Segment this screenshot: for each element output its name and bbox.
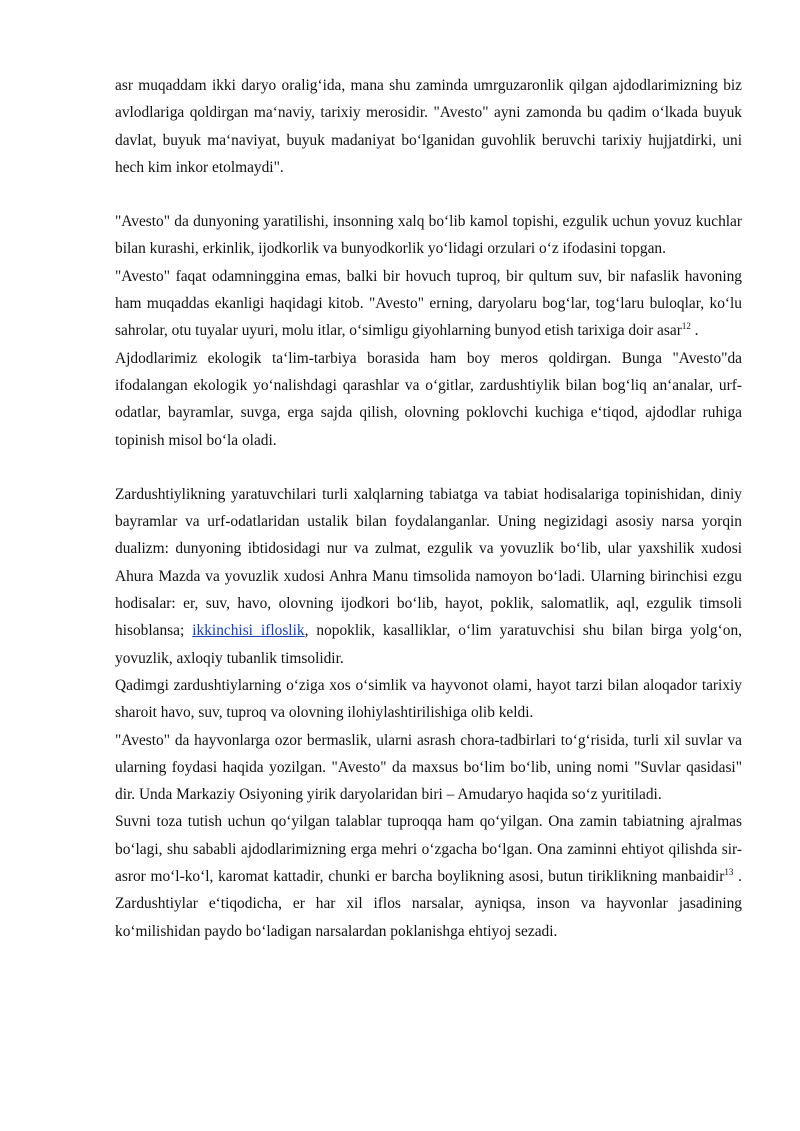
paragraph-8-tail: . Zardushtiylar e‘tiqodicha, er har xil iflos narsalar, ayniqsa, inson va hayvonlar jasadining ko‘milishidan paydo bo‘ladigan narsalardan poklanishga ehtiyoj sezadi. (115, 868, 742, 940)
paragraph-4 (115, 345, 742, 454)
paragraph-3-tail: . (690, 322, 699, 340)
paragraph-8-text: Suvni toza tutish uchun qo‘yilgan talablar tuproqqa ham qo‘yilgan. Ona zamin tabiatning ajralmas bo‘lagi, shu sababli ajdodlarimizning erga mehri o‘zgacha bo‘lgan. Ona zaminni ehtiyot qilishda sir-asror mo‘l-ko‘l, karomat kattadir, chunki er barcha boylikning asosi, butun tiriklikning manbaidir (115, 813, 742, 886)
paragraph-5 (115, 481, 742, 672)
paragraph-1 (115, 72, 742, 181)
paragraph-gap (115, 454, 742, 481)
paragraph-4-text: Ajdodlarimiz ekologik ta‘lim-tarbiya borasida ham boy meros qoldirgan. Bunga "Avesto"da ifodalangan ekologik yo‘nalishdagi qarashlar va o‘gitlar, zardushtiylik bilan bog‘liq an‘analar, urf-odatlar, bayramlar, suvga, erga sajda qilish, olovning poklovchi kuchiga e‘tiqod, ajdodlar ruhiga topinish misol bo‘la oladi. (115, 349, 742, 449)
document-body (115, 72, 742, 945)
paragraph-gap (115, 181, 742, 208)
paragraph-7-text: "Avesto" da hayvonlarga ozor bermaslik, ularni asrash chora-tadbirlari to‘g‘risida, turli xil suvlar va ularning foydasi haqida yozilgan. "Avesto" da maxsus bo‘lim bo‘lib, uning nomi "Suvlar qasidasi" dir. Unda Markaziy Osiyoning yirik daryolaridan biri – Amudaryo haqida so‘z yuritiladi. (115, 731, 742, 804)
footnote-ref-12: 12 (681, 321, 691, 332)
footnote-ref-13: 13 (724, 867, 734, 878)
paragraph-7 (115, 727, 742, 809)
paragraph-3-text: "Avesto" faqat odamninggina emas, balki bir hovuch tuproq, bir qultum suv, bir nafaslik havoning ham muqaddas ekanligi haqidagi kitob. "Avesto" erning, daryolaru bog‘lar, tog‘laru buloqlar, ko‘lu sahrolar, otu tuyalar uyuri, molu itlar, o‘simligu giyohlarning bunyod etish tarixiga doir asar (115, 267, 742, 340)
paragraph-3 (115, 263, 742, 345)
paragraph-6-text: Qadimgi zardushtiylarning o‘ziga xos o‘simlik va hayvonot olami, hayot tarzi bilan aloqador tarixiy sharoit havo, suv, tuproq va olovning ilohiylashtirilishiga olib keldi. (115, 676, 742, 722)
paragraph-5-text: Zardushtiylikning yaratuvchilari turli xalqlarning tabiatga va tabiat hodisalariga topinishidan, diniy bayramlar va urf-odatlaridan ustalik bilan foydalanganlar. Uning negizidagi asosiy narsa yorqin dualizm: dunyoning ibtidosidagi nur va zulmat, ezgulik va yovuzlik bo‘lib, ular yaxshilik xudosi Ahura Mazda va yovuzlik xudosi Anhra Manu timsolida namoyon bo‘ladi. Ularning birinchisi ezgu hodisalar: er, suv, havo, olovning ijodkori bo‘lib, hayot, poklik, salomatlik, aql, ezgulik timsoli hisoblansa; (115, 485, 742, 640)
paragraph-8 (115, 808, 742, 944)
inline-link[interactable]: ikkinchisi ifloslik (192, 622, 305, 640)
paragraph-2 (115, 208, 742, 263)
paragraph-1-text: asr muqaddam ikki daryo oralig‘ida, mana shu zaminda umrguzaronlik qilgan ajdodlarimizning biz avlodlariga qoldirgan ma‘naviy, tarixiy merosidir. "Avesto" ayni zamonda bu qadim o‘lkada buyuk davlat, buyuk ma‘naviyat, buyuk madaniyat bo‘lganidan guvohlik beruvchi tarixiy hujjatdirki, uni hech kim inkor etolmaydi". (115, 77, 742, 176)
paragraph-6 (115, 672, 742, 727)
paragraph-5-tail: , nopoklik, kasalliklar, o‘lim yaratuvchisi shu bilan birga yolg‘on, yovuzlik, axloqiy tubanlik timsolidir. (115, 622, 742, 667)
paragraph-2-text: "Avesto" da dunyoning yaratilishi, insonning xalq bo‘lib kamol topishi, ezgulik uchun yovuz kuchlar bilan kurashi, erkinlik, ijodkorlik va bunyodkorlik yo‘lidagi orzulari o‘z ifodasini topgan. (115, 213, 742, 258)
